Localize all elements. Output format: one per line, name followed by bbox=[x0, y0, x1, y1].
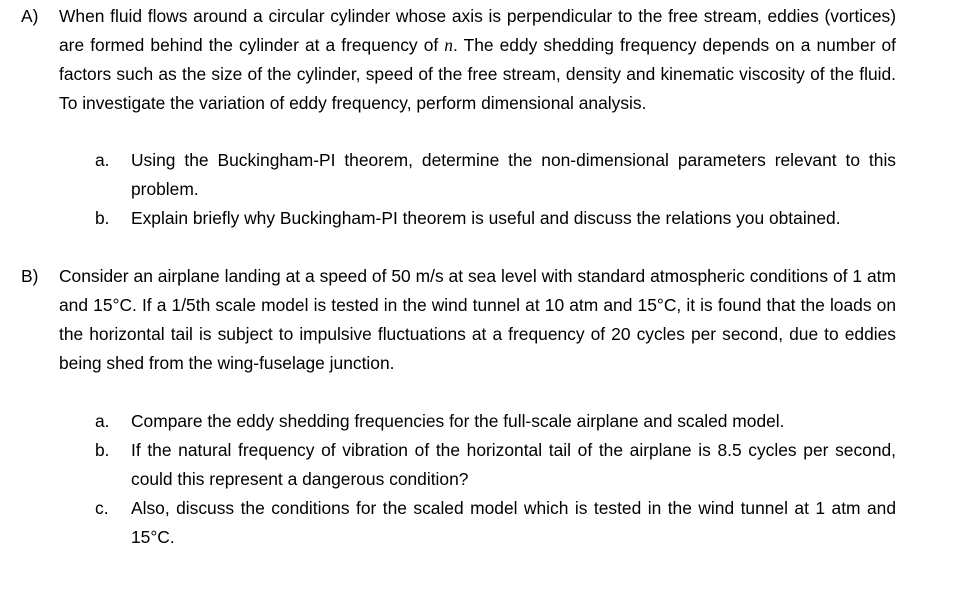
question-item bbox=[95, 146, 896, 204]
problem-a-questions bbox=[0, 146, 978, 233]
problem-a bbox=[0, 2, 978, 118]
statement-text-after: . The eddy shedding frequency depends on a number of factors such as the size of the cylinder, speed of the free stream, density and kinematic viscosity of the fluid. To investigate the variation of eddy frequency, perform dimensional analysis. bbox=[59, 35, 896, 113]
question-item bbox=[95, 494, 896, 552]
question-label: a. bbox=[95, 150, 110, 170]
question-text: Compare the eddy shedding frequencies for the full-scale airplane and scaled model. bbox=[131, 411, 785, 431]
statement-text-before: When fluid flows around a circular cylinder whose axis is perpendicular to the free stream, eddies (vortices) are formed behind the cylinder at a frequency of bbox=[59, 6, 896, 55]
question-label: b. bbox=[95, 440, 110, 460]
problem-statement bbox=[59, 2, 896, 118]
problem-statement: Consider an airplane landing at a speed of 50 m/s at sea level with standard atmospheric conditions of 1 atm and 15°C. If a 1/5th scale model is tested in the wind tunnel at 10 atm and 15°C, it is found that the loads on the horizontal tail is subject to impulsive fluctuations at a frequency of 20 cycles per second, due to eddies being shed from the wing-fuselage junction. bbox=[59, 266, 896, 373]
question-text: Using the Buckingham-PI theorem, determine the non-dimensional parameters relevant to this problem. bbox=[131, 150, 896, 199]
problem-b-questions bbox=[0, 407, 978, 552]
frequency-symbol: n bbox=[444, 35, 453, 55]
question-text: If the natural frequency of vibration of the horizontal tail of the airplane is 8.5 cycles per second, could this represent a dangerous condition? bbox=[131, 440, 896, 489]
question-item bbox=[95, 204, 896, 233]
question-item bbox=[95, 407, 896, 436]
document bbox=[0, 2, 978, 552]
question-label: b. bbox=[95, 208, 110, 228]
problem-label: A) bbox=[21, 6, 39, 26]
problem-b bbox=[0, 262, 978, 378]
question-label: a. bbox=[95, 411, 110, 431]
question-text: Also, discuss the conditions for the scaled model which is tested in the wind tunnel at 1 atm and 15°C. bbox=[131, 498, 896, 547]
problem-label: B) bbox=[21, 266, 39, 286]
question-label: c. bbox=[95, 498, 109, 518]
question-text: Explain briefly why Buckingham-PI theorem is useful and discuss the relations you obtained. bbox=[131, 208, 841, 228]
question-item bbox=[95, 436, 896, 494]
